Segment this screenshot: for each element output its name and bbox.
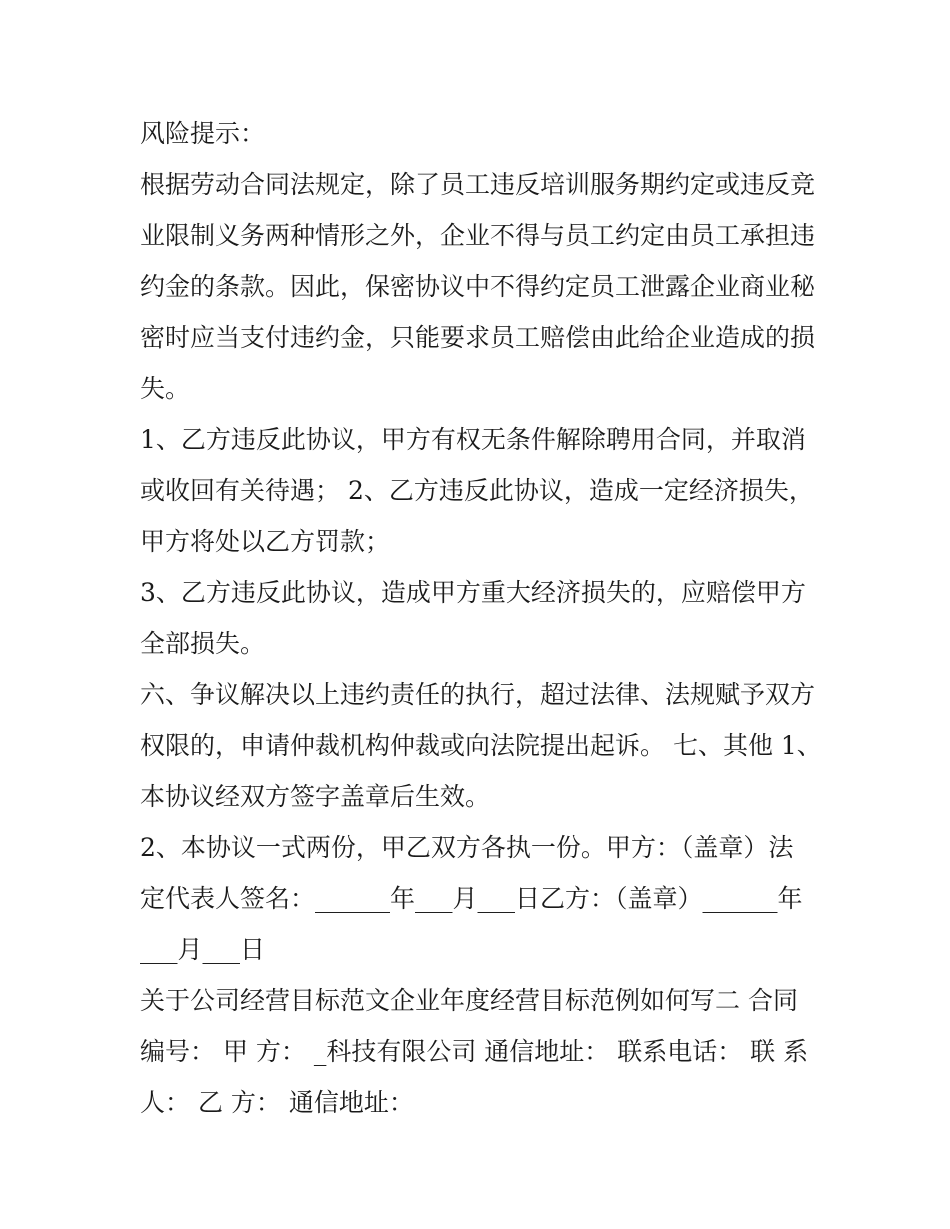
signature-line: 定代表人签名：______年___月___日乙方：（盖章）______年	[140, 884, 803, 913]
clause-line: 甲方将处以乙方罚款；	[140, 527, 391, 556]
clause-line: 3、乙方违反此协议，造成甲方重大经济损失的，应赔偿甲方	[140, 578, 806, 607]
clause-line: 1、乙方违反此协议，甲方有权无条件解除聘用合同，并取消	[140, 425, 806, 454]
risk-heading: 风险提示：	[140, 119, 266, 148]
paragraph-line: 失。	[140, 374, 191, 403]
dispute-line: 六、争议解决以上违约责任的执行，超过法律、法规赋予双方	[140, 680, 816, 709]
contract-info-line: 人： 乙 方： 通信地址：	[140, 1088, 414, 1117]
signature-line: 2、本协议一式两份，甲乙双方各执一份。甲方：（盖章）法	[140, 833, 794, 862]
contract-heading-line: 关于公司经营目标范文企业年度经营目标范例如何写二 合同	[140, 986, 798, 1015]
contract-info-line: 编号： 甲 方： _科技有限公司 通信地址： 联系电话： 联 系	[140, 1037, 809, 1066]
dispute-line: 权限的，申请仲裁机构仲裁或向法院提出起诉。 七、其他 1、	[140, 731, 822, 760]
dispute-line: 本协议经双方签字盖章后生效。	[140, 782, 491, 811]
paragraph-line: 业限制义务两种情形之外，企业不得与员工约定由员工承担违	[140, 221, 816, 250]
paragraph-line: 密时应当支付违约金，只能要求员工赔偿由此给企业造成的损	[140, 323, 816, 352]
paragraph-line: 约金的条款。因此，保密协议中不得约定员工泄露企业商业秘	[140, 272, 816, 301]
paragraph-line: 根据劳动合同法规定，除了员工违反培训服务期约定或违反竞	[140, 170, 816, 199]
signature-line: ___月___日	[140, 935, 266, 964]
clause-line: 或收回有关待遇； 2、乙方违反此协议，造成一定经济损失，	[140, 476, 814, 505]
document-body	[140, 108, 820, 1128]
clause-line: 全部损失。	[140, 629, 266, 658]
